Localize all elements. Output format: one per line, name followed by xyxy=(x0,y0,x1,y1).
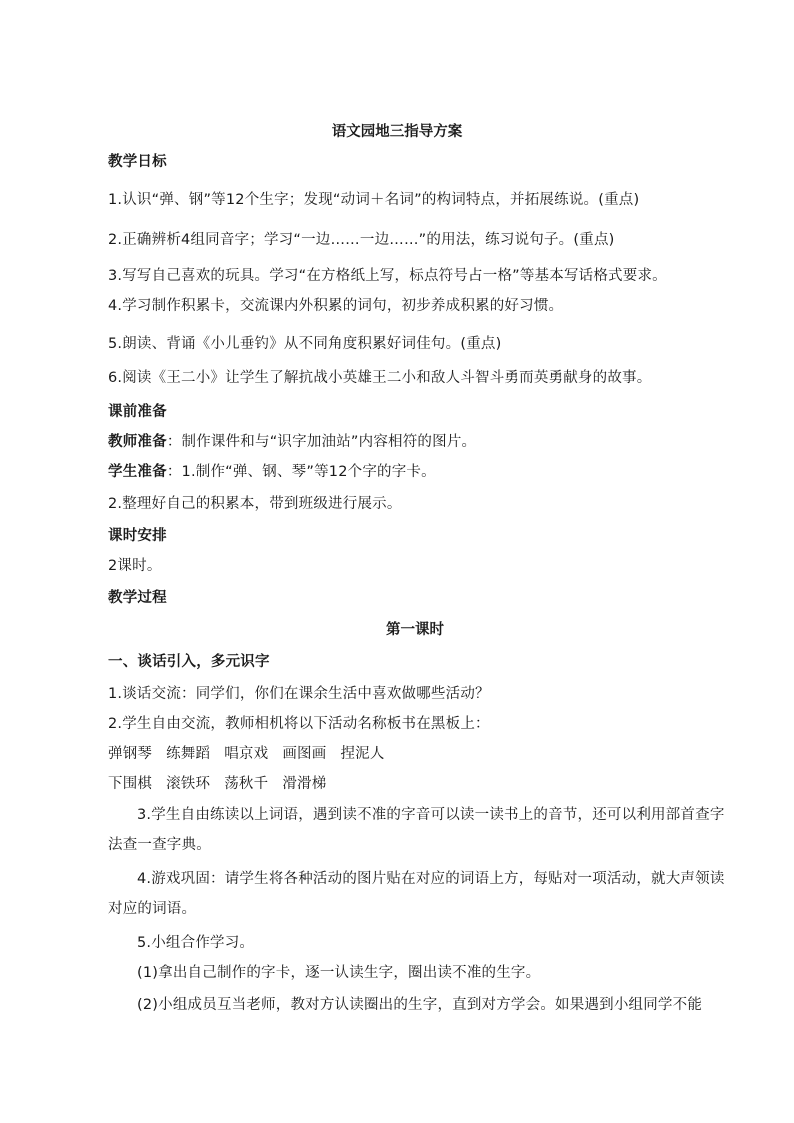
section-heading-process: 教学过程 xyxy=(108,590,167,606)
step-paragraph: 3.学生自由练读以上词语，遇到读不准的字音可以读一读书上的音节，还可以利用部首查字法查一查字典。 xyxy=(108,807,725,853)
goal-item: 1.认识“弹、钢”等12个生字；发现“动词＋名词”的构词特点，并拓展练说。(重点) xyxy=(108,192,640,208)
step-paragraph: 4.游戏巩固：请学生将各种活动的图片贴在对应的词语上方，每贴对一项活动，就大声领读对应的词语。 xyxy=(108,871,725,917)
step-item: 1.谈话交流：同学们，你们在课余生活中喜欢做哪些活动？ xyxy=(108,686,490,702)
step-paragraph: (1)拿出自己制作的字卡，逐一认读生字，圈出读不准的生字。 xyxy=(137,965,541,981)
goal-item: 6.阅读《王二小》让学生了解抗战小英雄王二小和敌人斗智斗勇而英勇献身的故事。 xyxy=(108,370,652,386)
student-prep-text: ：1.制作“弹、钢、琴”等12个字的字卡。 xyxy=(166,464,436,480)
teacher-prep-text: ：制作课件和与“识字加油站”内容相符的图片。 xyxy=(166,434,477,450)
step-item: 2.学生自由交流，教师相机将以下活动名称板书在黑板上： xyxy=(108,716,490,732)
teacher-prep xyxy=(108,432,476,452)
student-prep-item: 2.整理好自己的积累本，带到班级进行展示。 xyxy=(108,496,402,512)
activity-word: 弹钢琴 xyxy=(108,746,153,762)
activity-word: 荡秋千 xyxy=(224,776,269,792)
activity-word: 捏泥人 xyxy=(340,746,385,762)
step-paragraph: 5.小组合作学习。 xyxy=(137,935,255,951)
section-heading-prep: 课前准备 xyxy=(108,404,167,420)
lesson-heading: 第一课时 xyxy=(386,622,444,638)
activity-word: 画图画 xyxy=(282,746,327,762)
goal-item: 4.学习制作积累卡，交流课内外积累的词句，初步养成积累的好习惯。 xyxy=(108,298,564,314)
section-heading-goals: 教学日标 xyxy=(108,154,167,170)
activity-word: 滑滑梯 xyxy=(282,776,327,792)
activities-row xyxy=(108,774,340,794)
student-prep xyxy=(108,462,436,482)
goal-item: 3.写写自己喜欢的玩具。学习“在方格纸上写，标点符号占一格”等基本写话格式要求。 xyxy=(108,268,667,284)
goal-item: 5.朗读、背诵《小儿垂钓》从不同角度积累好词佳句。(重点) xyxy=(108,336,502,352)
teacher-prep-label: 教师准备 xyxy=(108,434,167,450)
activity-word: 滚铁环 xyxy=(166,776,211,792)
activity-word: 练舞蹈 xyxy=(166,746,211,762)
schedule-text: 2课时。 xyxy=(108,558,162,574)
part-heading: 一、谈话引入，多元识字 xyxy=(108,654,270,670)
step-paragraph: (2)小组成员互当老师，教对方认读圈出的生字，直到对方学会。如果遇到小组同学不能 xyxy=(137,997,703,1013)
activities-row xyxy=(108,744,399,764)
student-prep-label: 学生准备 xyxy=(108,464,167,480)
section-heading-schedule: 课时安排 xyxy=(108,528,167,544)
activity-word: 唱京戏 xyxy=(224,746,269,762)
activity-word: 下围棋 xyxy=(108,776,153,792)
goal-item: 2.正确辨析4组同音字；学习“一边……一边……”的用法，练习说句子。(重点) xyxy=(108,232,615,248)
document-title: 语文园地三指导方案 xyxy=(331,124,463,140)
